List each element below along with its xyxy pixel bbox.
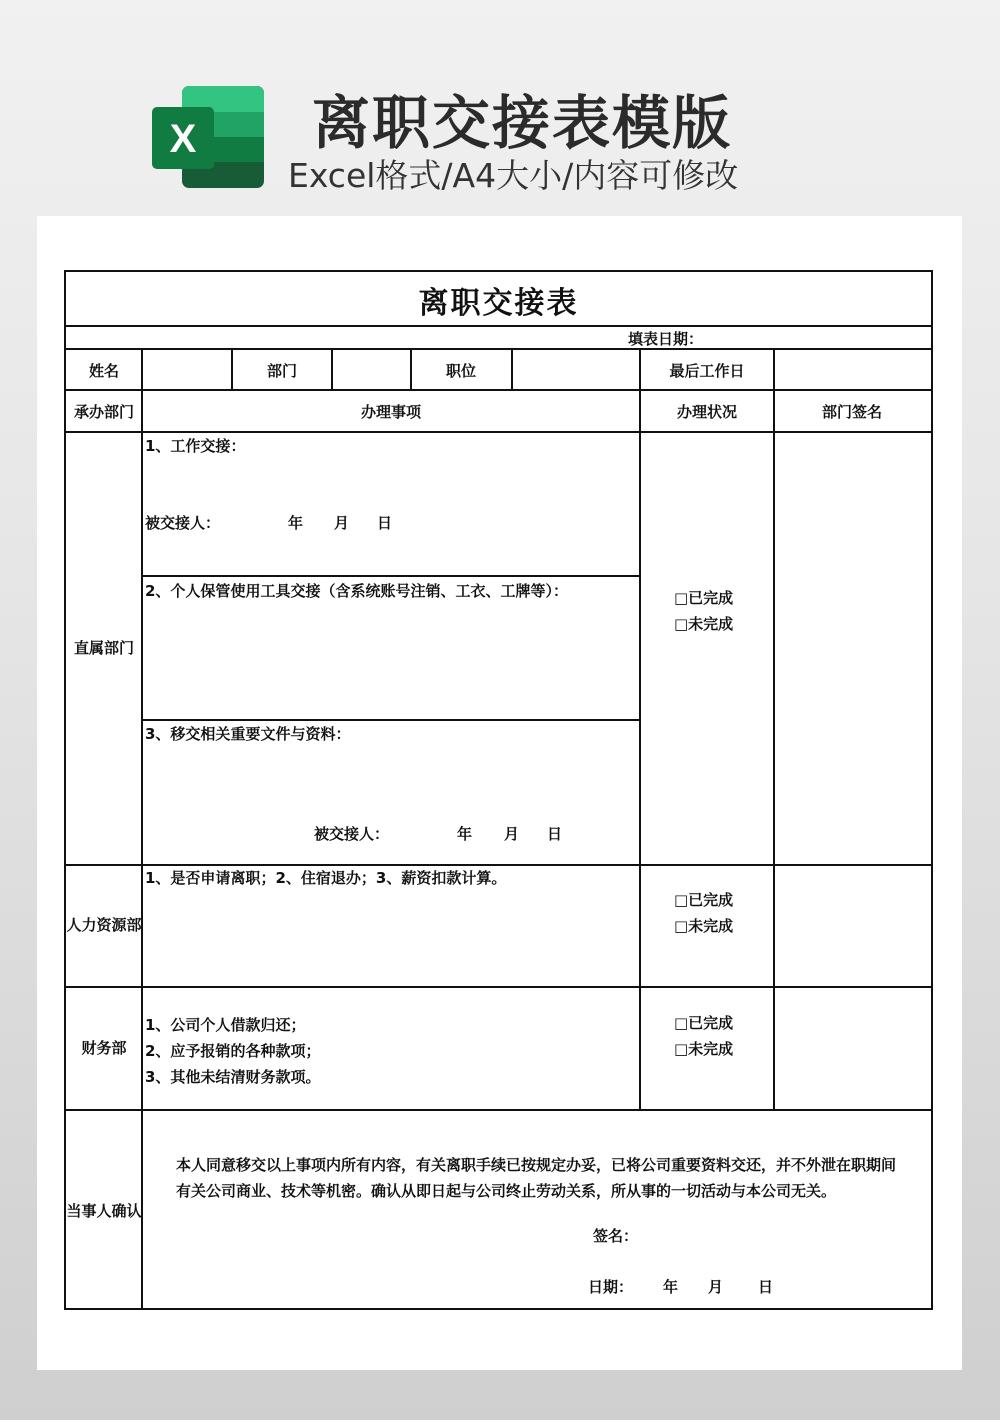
status-checks xyxy=(674,1010,733,1062)
rule xyxy=(66,348,931,350)
col-items: 办理事项 xyxy=(360,403,422,421)
rule xyxy=(331,348,333,389)
excel-logo-icon xyxy=(152,86,264,188)
finance-label: 财务部 xyxy=(81,1039,127,1057)
rule xyxy=(66,389,931,391)
rule xyxy=(141,348,143,1308)
status-done-checkbox[interactable]: □已完成 xyxy=(674,1014,734,1032)
rule xyxy=(511,348,513,389)
receiver-label: 被交接人： xyxy=(314,825,390,843)
direct-dept-label: 直属部门 xyxy=(73,639,135,657)
hr-items: 1、是否申请离职；2、住宿退办；3、薪资扣款计算。 xyxy=(145,869,507,887)
status-done-checkbox[interactable]: □已完成 xyxy=(674,891,734,909)
finance-items xyxy=(145,1012,320,1090)
month-label: 月 xyxy=(334,514,350,532)
rule xyxy=(66,986,931,988)
rule xyxy=(66,1109,931,1111)
year-label: 年 xyxy=(663,1278,679,1296)
rule xyxy=(66,864,931,866)
finance-item: 3、其他未结清财务款项。 xyxy=(145,1068,321,1086)
rule xyxy=(639,348,641,1110)
item-tools-handover: 2、个人保管使用工具交接（含系统账号注销、工衣、工牌等）： xyxy=(145,582,568,600)
rule xyxy=(66,325,931,327)
rule xyxy=(773,348,775,1110)
receiver-label: 被交接人： xyxy=(145,514,221,532)
rule xyxy=(410,348,412,389)
party-label: 当事人确认 xyxy=(66,1202,142,1220)
date-label: 日期： xyxy=(588,1278,634,1296)
hr-label: 人力资源部 xyxy=(66,916,142,934)
year-label: 年 xyxy=(457,825,473,843)
month-label: 月 xyxy=(504,825,520,843)
party-statement: 本人同意移交以上事项内所有内容，有关离职手续已按规定办妥，已将公司重要资料交还，并不外泄在职期间有关公司商业、技术等机密。确认从即日起与公司终止劳动关系，所从事的一切活动与本公司无关。 xyxy=(176,1156,897,1200)
banner xyxy=(0,0,1000,215)
last-workday-label: 最后工作日 xyxy=(669,362,745,380)
fill-date-label: 填表日期： xyxy=(628,330,704,348)
banner-title: 离职交接表模版 xyxy=(312,89,733,157)
item-work-handover: 1、工作交接： xyxy=(145,437,246,455)
year-label: 年 xyxy=(288,514,304,532)
status-undone-checkbox[interactable]: □未完成 xyxy=(674,917,734,935)
rule xyxy=(231,348,233,389)
rule xyxy=(142,719,640,721)
col-status: 办理状况 xyxy=(676,403,738,421)
banner-subtitle: Excel格式/A4大小/内容可修改 xyxy=(288,156,739,195)
name-label: 姓名 xyxy=(88,362,120,380)
sign-label: 签名： xyxy=(593,1227,639,1245)
col-dept: 承办部门 xyxy=(73,403,135,421)
rule xyxy=(142,575,640,577)
day-label: 日 xyxy=(758,1278,774,1296)
status-done-checkbox[interactable]: □已完成 xyxy=(674,589,734,607)
department-label: 部门 xyxy=(266,362,298,380)
status-checks xyxy=(674,887,733,939)
handover-form xyxy=(64,270,933,1310)
finance-item: 1、公司个人借款归还； xyxy=(145,1016,306,1034)
day-label: 日 xyxy=(377,514,393,532)
status-undone-checkbox[interactable]: □未完成 xyxy=(674,1040,734,1058)
day-label: 日 xyxy=(547,825,563,843)
finance-item: 2、应予报销的各种款项； xyxy=(145,1042,321,1060)
status-undone-checkbox[interactable]: □未完成 xyxy=(674,615,734,633)
excel-logo-letter: X xyxy=(169,117,197,161)
item-documents-handover: 3、移交相关重要文件与资料： xyxy=(145,725,351,743)
form-title: 离职交接表 xyxy=(418,286,579,321)
status-checks xyxy=(674,585,733,637)
col-sign: 部门签名 xyxy=(821,403,883,421)
month-label: 月 xyxy=(708,1278,724,1296)
rule xyxy=(66,431,931,433)
position-label: 职位 xyxy=(445,362,477,380)
